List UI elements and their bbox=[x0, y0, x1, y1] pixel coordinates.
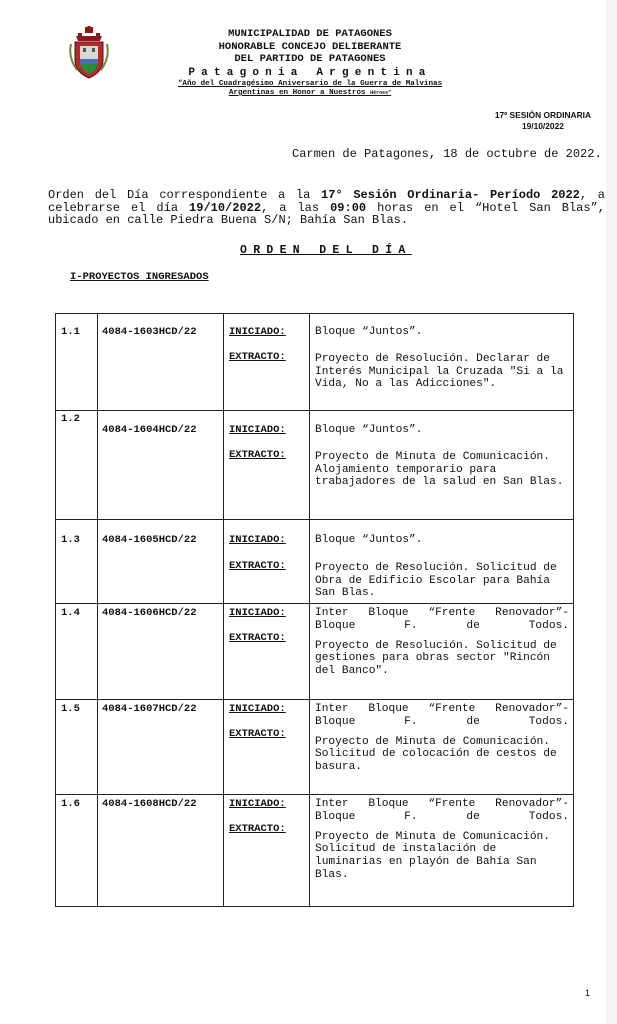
label-extracto: EXTRACTO: bbox=[229, 632, 286, 644]
item-number: 1.4 bbox=[56, 604, 98, 700]
item-details bbox=[310, 604, 574, 700]
iniciado-text: Inter Bloque “Frente Renovador”- Bloque F. de Todos. bbox=[315, 798, 569, 823]
label-iniciado: INICIADO: bbox=[229, 798, 286, 810]
table-row bbox=[56, 700, 574, 795]
label-iniciado: INICIADO: bbox=[229, 424, 286, 436]
item-number: 1.2 bbox=[56, 411, 98, 520]
agenda-title: ORDEN DEL DÍA bbox=[240, 244, 412, 257]
item-details bbox=[310, 411, 574, 520]
session-label: 17º SESIÒN ORDINARIA bbox=[494, 110, 591, 120]
iniciado-text: Bloque “Juntos”. bbox=[315, 534, 423, 546]
item-details bbox=[310, 795, 574, 907]
item-code: 4084-1606HCD/22 bbox=[98, 604, 224, 700]
item-labels bbox=[224, 700, 310, 795]
label-extracto: EXTRACTO: bbox=[229, 449, 286, 461]
iniciado-text: Bloque “Juntos”. bbox=[315, 326, 423, 338]
table-row bbox=[56, 795, 574, 907]
item-labels bbox=[224, 314, 310, 411]
extracto-text: Proyecto de Minuta de Comunicación. Solicitud de instalación de luminarias en playón de Bahía San Blas. bbox=[315, 830, 550, 881]
institution-header bbox=[140, 28, 480, 99]
session-date: 19/10/2022 bbox=[521, 121, 564, 131]
item-details bbox=[310, 314, 574, 411]
iniciado-text: Bloque “Juntos”. bbox=[315, 424, 423, 436]
item-number: 1.1 bbox=[56, 314, 98, 411]
item-code: 4084-1607HCD/22 bbox=[98, 700, 224, 795]
iniciado-text: Inter Bloque “Frente Renovador”- Bloque F. de Todos. bbox=[315, 703, 569, 728]
item-number: 1.3 bbox=[56, 520, 98, 604]
label-extracto: EXTRACTO: bbox=[229, 823, 286, 835]
label-extracto: EXTRACTO: bbox=[229, 351, 286, 363]
session-badge bbox=[495, 110, 591, 132]
place-date: Carmen de Patagones, 18 de octubre de 2022. bbox=[292, 147, 602, 161]
item-labels bbox=[224, 604, 310, 700]
extracto-text: Proyecto de Resolución. Declarar de Interés Municipal la Cruzada "Si a la Vida, No a las Adicciones". bbox=[315, 352, 564, 391]
header-year-motto: “Año del Cuadragésimo Aniversario de la Guerra de Malvinas bbox=[177, 79, 443, 88]
label-iniciado: INICIADO: bbox=[229, 326, 286, 338]
section-title: I-PROYECTOS INGRESADOS bbox=[70, 271, 209, 283]
header-line: MUNICIPALIDAD DE PATAGONES bbox=[228, 28, 392, 40]
viewer-margin bbox=[606, 0, 617, 1024]
label-extracto: EXTRACTO: bbox=[229, 728, 286, 740]
item-code: 4084-1604HCD/22 bbox=[98, 411, 224, 520]
item-code: 4084-1608HCD/22 bbox=[98, 795, 224, 907]
header-country: Patagonia Argentina bbox=[188, 66, 432, 79]
table-row bbox=[56, 520, 574, 604]
label-iniciado: INICIADO: bbox=[229, 607, 286, 619]
extracto-text: Proyecto de Minuta de Comunicación. Alojamiento temporario para trabajadores de la salud en San Blas. bbox=[315, 450, 564, 489]
item-details bbox=[310, 520, 574, 604]
item-labels bbox=[224, 411, 310, 520]
item-labels bbox=[224, 795, 310, 907]
item-number: 1.5 bbox=[56, 700, 98, 795]
intro-paragraph: Orden del Día correspondiente a la 17° Sesión Ordinaria- Período 2022, a celebrarse el día 19/10/2022, a las 09:00 horas en el “Hotel San Blas”, ubicado en calle Piedra Buena S/N; Bahía San Blas. bbox=[48, 188, 605, 227]
page-number: 1 bbox=[584, 988, 590, 998]
table-row bbox=[56, 314, 574, 411]
extracto-text: Proyecto de Minuta de Comunicación. Solicitud de colocación de cestos de basura. bbox=[315, 735, 557, 774]
header-line: HONORABLE CONCEJO DELIBERANTE bbox=[218, 40, 402, 53]
iniciado-text: Inter Bloque “Frente Renovador”- Bloque F. de Todos. bbox=[315, 607, 569, 632]
extracto-text: Proyecto de Resolución. Solicitud de gestiones para obras sector "Rincón del Banco". bbox=[315, 639, 557, 678]
extracto-text: Proyecto de Resolución. Solicitud de Obra de Edificio Escolar para Bahía San Blas. bbox=[315, 561, 557, 600]
municipal-crest-icon bbox=[68, 26, 110, 80]
label-iniciado: INICIADO: bbox=[229, 703, 286, 715]
item-code: 4084-1603HCD/22 bbox=[98, 314, 224, 411]
table-row bbox=[56, 604, 574, 700]
label-extracto: EXTRACTO: bbox=[229, 560, 286, 572]
item-details bbox=[310, 700, 574, 795]
header-year-motto-2: Argentinas en Honor a Nuestros Héroes” bbox=[228, 89, 392, 97]
item-code: 4084-1605HCD/22 bbox=[98, 520, 224, 604]
item-labels bbox=[224, 520, 310, 604]
table-row bbox=[56, 411, 574, 520]
label-iniciado: INICIADO: bbox=[229, 534, 286, 546]
item-number: 1.6 bbox=[56, 795, 98, 907]
agenda-table bbox=[55, 313, 574, 907]
header-line: DEL PARTIDO DE PATAGONES bbox=[234, 53, 386, 65]
